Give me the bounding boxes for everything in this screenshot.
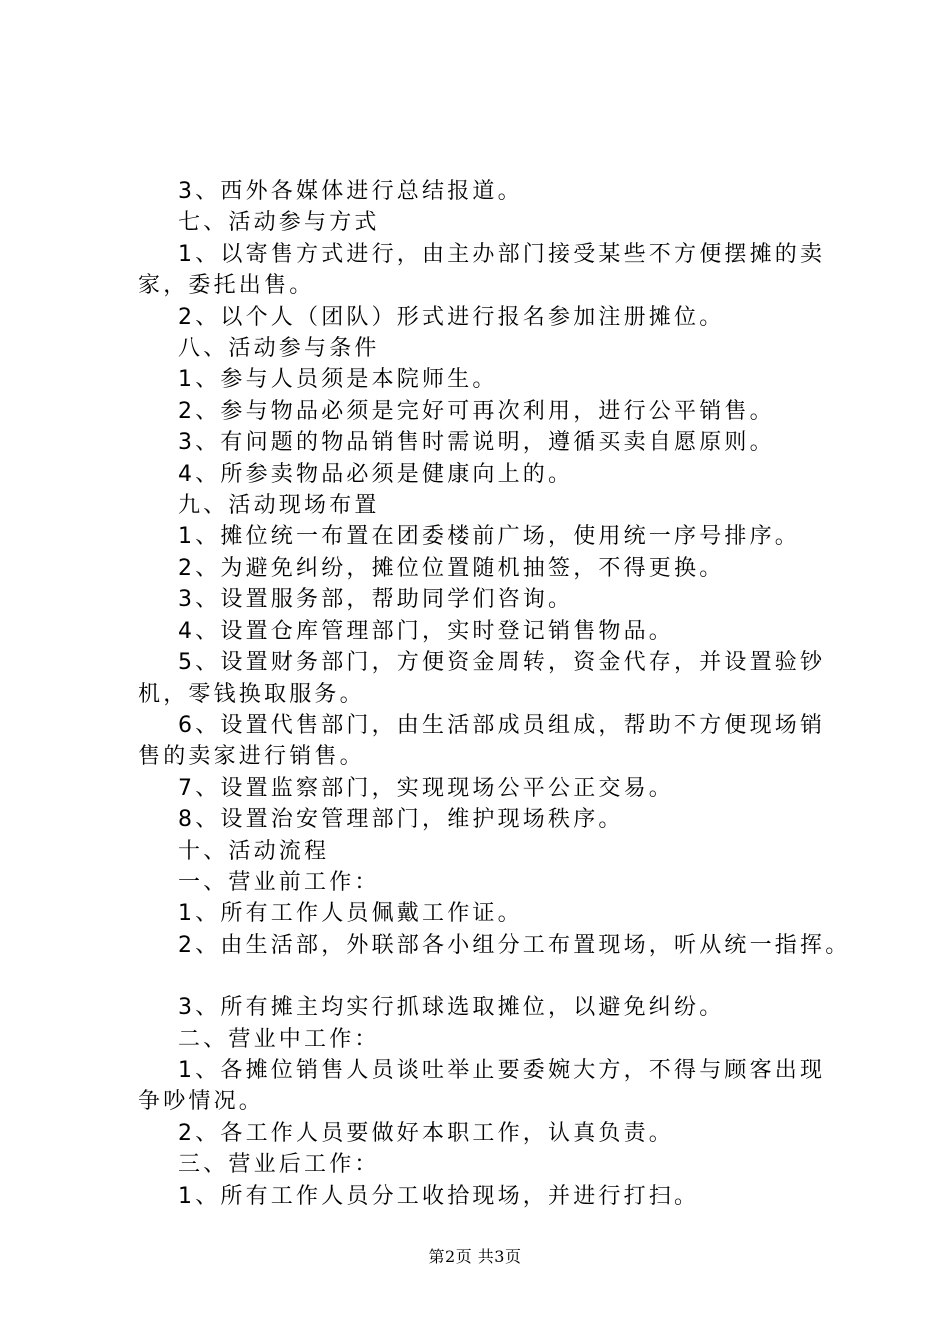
text-line: 2、参与物品必须是完好可再次利用，进行公平销售。: [178, 398, 775, 424]
text-line: 5、设置财务部门，方便资金周转，资金代存，并设置验钞: [178, 650, 826, 676]
text-line: 4、所参卖物品必须是健康向上的。: [178, 461, 574, 487]
text-line: 机，零钱换取服务。: [138, 681, 365, 707]
text-line: 1、以寄售方式进行，由主办部门接受某些不方便摆摊的卖: [178, 241, 826, 267]
text-line: 售的卖家进行销售。: [138, 744, 365, 770]
text-line: 4、设置仓库管理部门，实时登记销售物品。: [178, 618, 674, 644]
document-body: [138, 176, 850, 1212]
text-line: 7、设置监察部门，实现现场公平公正交易。: [178, 775, 674, 801]
section-heading: 七、活动参与方式: [178, 210, 380, 236]
subsection-heading: 一、营业前工作：: [178, 869, 380, 895]
text-line: 家，委托出售。: [138, 273, 315, 299]
text-line: 争吵情况。: [138, 1089, 265, 1115]
text-line: 8、设置治安管理部门，维护现场秩序。: [178, 807, 624, 833]
text-line: 2、由生活部，外联部各小组分工布置现场，听从统一指挥。: [178, 932, 851, 958]
section-heading: 九、活动现场布置: [178, 493, 380, 519]
subsection-heading: 二、营业中工作：: [178, 1026, 380, 1052]
text-line: 6、设置代售部门，由生活部成员组成，帮助不方便现场销: [178, 712, 826, 738]
text-line: 1、参与人员须是本院师生。: [178, 367, 498, 393]
text-line: 1、所有工作人员分工收拾现场，并进行打扫。: [178, 1183, 700, 1209]
text-line: 3、西外各媒体进行总结报道。: [178, 179, 523, 204]
text-line: 3、所有摊主均实行抓球选取摊位，以避免纠纷。: [178, 995, 725, 1021]
text-line: 1、所有工作人员佩戴工作证。: [178, 901, 523, 927]
text-line: 3、设置服务部，帮助同学们咨询。: [178, 587, 574, 613]
text-line: 3、有问题的物品销售时需说明，遵循买卖自愿原则。: [178, 430, 775, 456]
subsection-heading: 三、营业后工作：: [178, 1152, 380, 1178]
text-line: 2、各工作人员要做好本职工作，认真负责。: [178, 1120, 674, 1146]
blank-line: [138, 961, 850, 992]
section-heading: 十、活动流程: [178, 838, 330, 864]
text-line: 2、以个人（团队）形式进行报名参加注册摊位。: [178, 304, 725, 330]
text-line: 2、为避免纠纷，摊位位置随机抽签，不得更换。: [178, 555, 725, 581]
text-line: 1、各摊位销售人员谈吐举止要委婉大方，不得与顾客出现: [178, 1057, 826, 1083]
page-footer: 第2页 共3页: [428, 1247, 522, 1266]
section-heading: 八、活动参与条件: [178, 336, 380, 362]
text-line: 1、摊位统一布置在团委楼前广场，使用统一序号排序。: [178, 524, 800, 550]
